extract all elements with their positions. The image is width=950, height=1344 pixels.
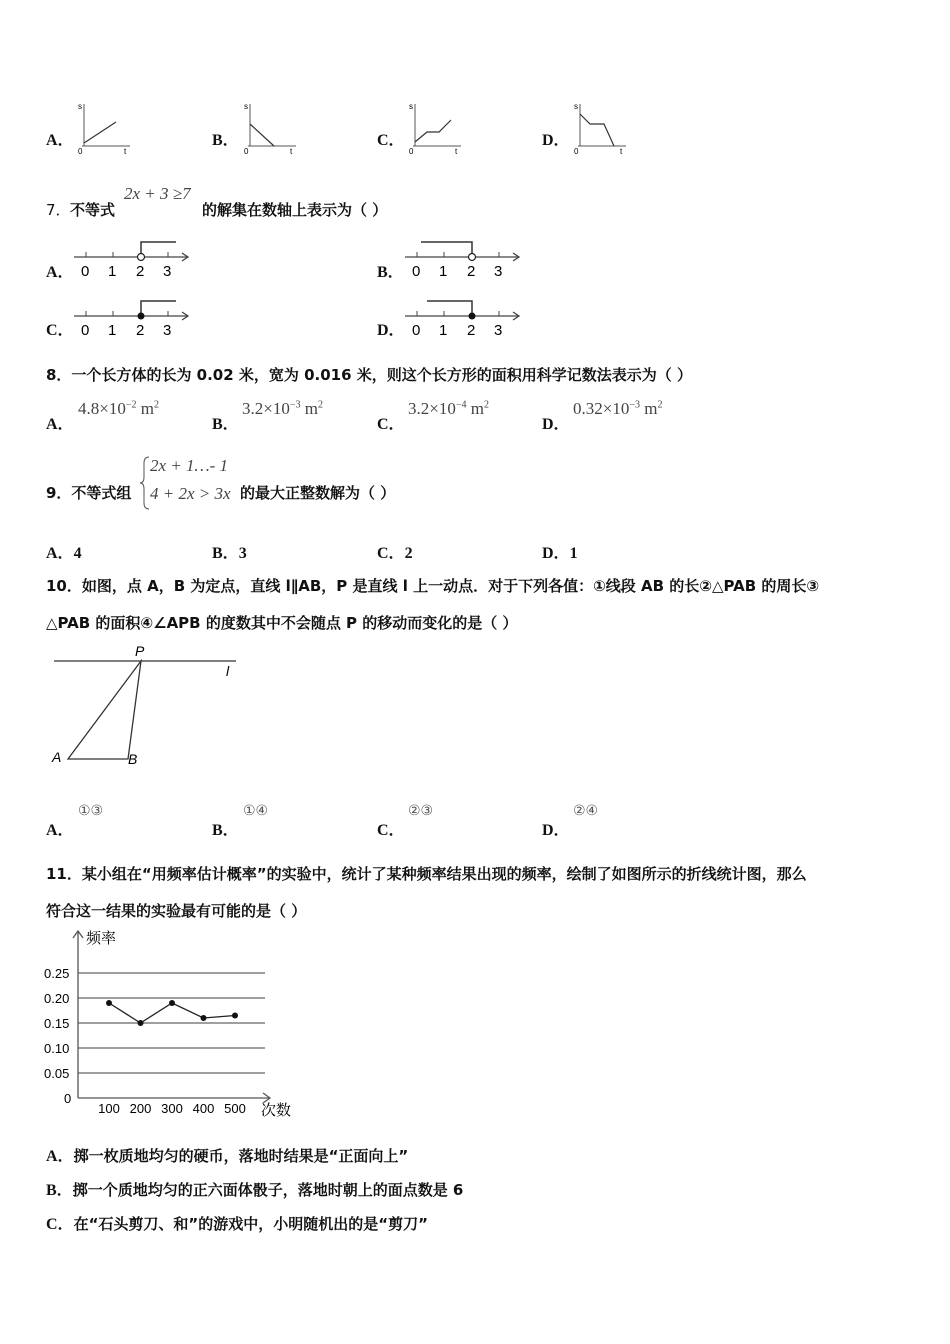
x-tick-label: 300	[161, 1101, 183, 1116]
q6-option-c-label[interactable]: C．	[377, 132, 405, 149]
q9-inequality-1: 2x + 1…- 1	[150, 456, 229, 475]
q6-graph-c[interactable]	[405, 100, 465, 155]
q7-expression: 2x + 3 ≥7	[124, 184, 191, 203]
svg-text:2: 2	[467, 263, 476, 280]
q9-option-d[interactable]: D．1	[542, 545, 578, 562]
y-tick-label: 0.20	[44, 991, 70, 1006]
q10-option-d-value[interactable]: ②④	[573, 803, 599, 819]
q6-graph-b[interactable]	[240, 100, 300, 155]
q9-prefix: 9．不等式组	[46, 484, 132, 502]
q7-option-c-label[interactable]: C．	[46, 322, 74, 339]
svg-text:2: 2	[136, 263, 145, 280]
q6-b-axis-s: s	[244, 102, 248, 111]
x-tick-label: 200	[129, 1101, 152, 1116]
q11-option-b[interactable]: B．掷一个质地均匀的正六面体骰子，落地时朝上的面点数是 6	[46, 1181, 464, 1199]
x-tick-label: 500	[224, 1101, 246, 1116]
q10-option-a-value[interactable]: ①③	[78, 803, 104, 819]
data-point	[201, 1015, 207, 1021]
point-a-label: A	[52, 749, 62, 765]
q11-line-2: 符合这一结果的实验最有可能的是（ ）	[46, 902, 307, 920]
data-point	[169, 1000, 175, 1006]
q6-a-axis-t: t	[124, 147, 127, 155]
x-tick-label: 400	[192, 1101, 215, 1116]
y-tick-label: 0.15	[44, 1016, 70, 1031]
svg-text:3: 3	[494, 263, 503, 280]
svg-text:1: 1	[108, 322, 117, 339]
q11-option-a[interactable]: A．掷一枚质地均匀的硬币，落地时结果是“正面向上”	[46, 1147, 409, 1165]
q8-option-b-label[interactable]: B．	[212, 416, 239, 433]
q6-graph-a[interactable]	[74, 100, 134, 155]
q8-option-d-value[interactable]: $0.32\times 10^{-3}$ $m^2$	[573, 399, 663, 418]
q10-line-1: 10．如图，点 A，B 为定点，直线 l∥AB，P 是直线 l 上一动点．对于下列各值：①线段 AB 的长②△PAB 的周长③	[46, 577, 820, 595]
svg-text:0: 0	[412, 322, 421, 339]
svg-text:1: 1	[108, 263, 117, 280]
q8-option-a-label[interactable]: A．	[46, 416, 74, 433]
q7-numberline-a[interactable]	[70, 236, 195, 281]
q6-c-axis-t: t	[455, 147, 458, 155]
q8-option-c-value[interactable]: $3.2\times 10^{-4}$ $m^2$	[408, 399, 489, 418]
q7-numberline-c[interactable]	[70, 295, 195, 340]
q6-c-origin: 0	[409, 147, 414, 155]
q11-line-1: 11．某小组在“用频率估计概率”的实验中，统计了某种频率结果出现的频率，绘制了如图所示的折线统计图，那么	[46, 865, 807, 883]
q10-figure	[46, 640, 246, 775]
q8-option-b-value[interactable]: $3.2\times 10^{-3}$ $m^2$	[242, 399, 323, 418]
x-tick-label: 100	[98, 1101, 120, 1116]
q10-option-b-value[interactable]: ①④	[243, 803, 269, 819]
q9-suffix: 的最大正整数解为（ ）	[240, 484, 396, 502]
q8-option-d-label[interactable]: D．	[542, 416, 570, 433]
q9-inequality-2: 4 + 2x > 3x	[150, 484, 231, 503]
q7-prefix: 不等式	[70, 201, 116, 219]
svg-text:2: 2	[467, 322, 476, 339]
q8-option-c-label[interactable]: C．	[377, 416, 405, 433]
q7-numberline-d[interactable]	[401, 295, 526, 340]
svg-text:3: 3	[494, 322, 503, 339]
y-tick-label: 0.10	[44, 1041, 70, 1056]
q10-option-a-label[interactable]: A．	[46, 822, 74, 839]
q7-suffix: 的解集在数轴上表示为（ ）	[202, 201, 388, 219]
q9-option-a[interactable]: A．4	[46, 545, 82, 562]
q6-b-axis-t: t	[290, 147, 293, 155]
svg-text:2: 2	[136, 322, 145, 339]
q8-option-a-value[interactable]: $4.8\times 10^{-2}$ $m^2$	[78, 399, 159, 418]
svg-text:3: 3	[163, 322, 172, 339]
q6-graph-d[interactable]	[570, 100, 630, 155]
svg-text:0: 0	[81, 263, 90, 280]
q6-a-axis-s: s	[78, 102, 82, 111]
point-b-label: B	[128, 751, 138, 767]
svg-text:3: 3	[163, 263, 172, 280]
q6-option-d-label[interactable]: D．	[542, 132, 570, 149]
q6-option-b-label[interactable]: B．	[212, 132, 239, 149]
q11-option-c[interactable]: C．在“石头剪刀、和”的游戏中，小明随机出的是“剪刀”	[46, 1215, 428, 1233]
q10-option-c-value[interactable]: ②③	[408, 803, 434, 819]
q6-d-axis-s: s	[574, 102, 578, 111]
data-point	[138, 1020, 144, 1026]
q7-numberline-b[interactable]	[401, 236, 526, 281]
q10-option-c-label[interactable]: C．	[377, 822, 405, 839]
q7-option-b-label[interactable]: B．	[377, 264, 404, 281]
q10-option-b-label[interactable]: B．	[212, 822, 239, 839]
q6-c-axis-s: s	[409, 102, 413, 111]
q7-number: 7．	[46, 201, 71, 219]
q9-option-b[interactable]: B．3	[212, 545, 247, 562]
q6-b-origin: 0	[244, 147, 249, 155]
y-tick-label: 0.05	[44, 1066, 70, 1081]
q6-d-origin: 0	[574, 147, 579, 155]
x-axis-title: 次数	[261, 1102, 292, 1119]
line-l-label: l	[226, 663, 230, 679]
q8-question: 8．一个长方体的长为 0.02 米，宽为 0.016 米，则这个长方形的面积用科学记数法表示为（ ）	[46, 366, 693, 384]
triangle-pab	[68, 661, 141, 759]
svg-text:0: 0	[81, 322, 90, 339]
svg-text:0: 0	[412, 263, 421, 280]
q10-line-2: △PAB 的面积④∠APB 的度数其中不会随点 P 的移动而变化的是（ ）	[46, 614, 518, 632]
y-tick-label: 0.25	[44, 966, 70, 981]
svg-text:1: 1	[439, 263, 448, 280]
y-axis-title: 频率	[86, 930, 117, 947]
point-p-label: P	[135, 643, 145, 659]
frequency-line-chart	[40, 925, 310, 1120]
svg-text:1: 1	[439, 322, 448, 339]
q6-a-origin: 0	[78, 147, 83, 155]
data-point	[106, 1000, 112, 1006]
data-point	[232, 1013, 238, 1019]
q9-option-c[interactable]: C．2	[377, 545, 413, 562]
q6-option-a-label[interactable]: A．	[46, 132, 74, 149]
q6-d-axis-t: t	[620, 147, 623, 155]
origin-label: 0	[64, 1091, 72, 1106]
q7-option-a-label[interactable]: A．	[46, 264, 74, 281]
q10-option-d-label[interactable]: D．	[542, 822, 570, 839]
q7-option-d-label[interactable]: D．	[377, 322, 405, 339]
